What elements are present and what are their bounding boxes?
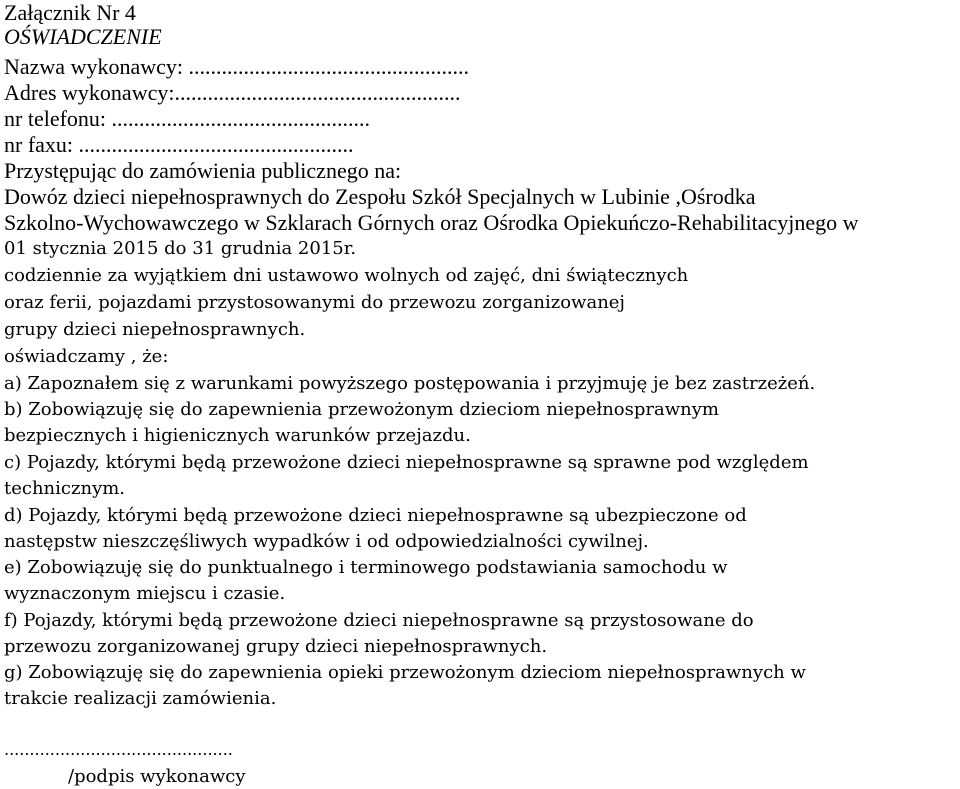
order-description-line-1: Dowóz dzieci niepełnosprawnych do Zespołu Szkół Specjalnych w Lubinie ,Ośrodka	[4, 184, 756, 209]
declaration-item-a: a) Zapoznałem się z warunkami powyższego postępowania i przyjmuję je bez zastrzeżeń.	[4, 373, 816, 394]
order-description-line-6: grupy dzieci niepełnosprawnych.	[4, 319, 306, 340]
contractor-address-field: Adres wykonawcy:....................................................	[4, 80, 461, 105]
declaration-item-g: g) Zobowiązuję się do zapewnienia opieki przewożonym dzieciom niepełnosprawnych w	[4, 662, 806, 683]
order-description-line-3: 01 stycznia 2015 do 31 grudnia 2015r.	[4, 238, 357, 259]
order-description-line-5: oraz ferii, pojazdami przystosowanymi do przewozu zorganizowanej	[4, 292, 626, 313]
contractor-fax-field: nr faxu: ..................................................	[4, 132, 354, 157]
declaration-item-c-cont: technicznym.	[4, 478, 126, 499]
signature-line: .............................................	[4, 740, 233, 759]
signature-label: /podpis wykonawcy	[68, 766, 246, 787]
declaration-item-e-cont: wyznaczonym miejscu i czasie.	[4, 583, 286, 604]
declaration-item-f-cont: przewozu zorganizowanej grupy dzieci niepełnosprawnych.	[4, 636, 548, 657]
contractor-phone-field: nr telefonu: ...............................................	[4, 106, 371, 131]
declaration-item-d-cont: następstw nieszczęśliwych wypadków i od odpowiedzialności cywilnej.	[4, 531, 649, 552]
declaration-heading: oświadczamy , że:	[4, 346, 169, 367]
contractor-name-field: Nazwa wykonawcy: ...................................................	[4, 54, 469, 79]
declaration-item-d: d) Pojazdy, którymi będą przewożone dzieci niepełnosprawne są ubezpieczone od	[4, 505, 747, 526]
order-description-line-2: Szkolno-Wychowawczego w Szklarach Górnych oraz Ośrodka Opiekuńczo-Rehabilitacyjnego w	[4, 210, 859, 235]
declaration-item-b-cont: bezpiecznych i higienicznych warunków przejazdu.	[4, 425, 471, 446]
document-title: OŚWIADCZENIE	[4, 24, 162, 49]
declaration-item-g-cont: trakcie realizacji zamówienia.	[4, 688, 277, 709]
declaration-item-c: c) Pojazdy, którymi będą przewożone dzieci niepełnosprawne są sprawne pod względem	[4, 452, 809, 473]
declaration-item-f: f) Pojazdy, którymi będą przewożone dzieci niepełnosprawne są przystosowane do	[4, 610, 754, 631]
intro-text: Przystępując do zamówienia publicznego na:	[4, 158, 402, 183]
order-description-line-4: codziennie za wyjątkiem dni ustawowo wolnych od zajęć, dni świątecznych	[4, 265, 689, 286]
declaration-item-b: b) Zobowiązuję się do zapewnienia przewożonym dzieciom niepełnosprawnym	[4, 399, 719, 420]
declaration-item-e: e) Zobowiązuję się do punktualnego i terminowego podstawiania samochodu w	[4, 557, 728, 578]
annex-label: Załącznik Nr 4	[4, 0, 136, 25]
